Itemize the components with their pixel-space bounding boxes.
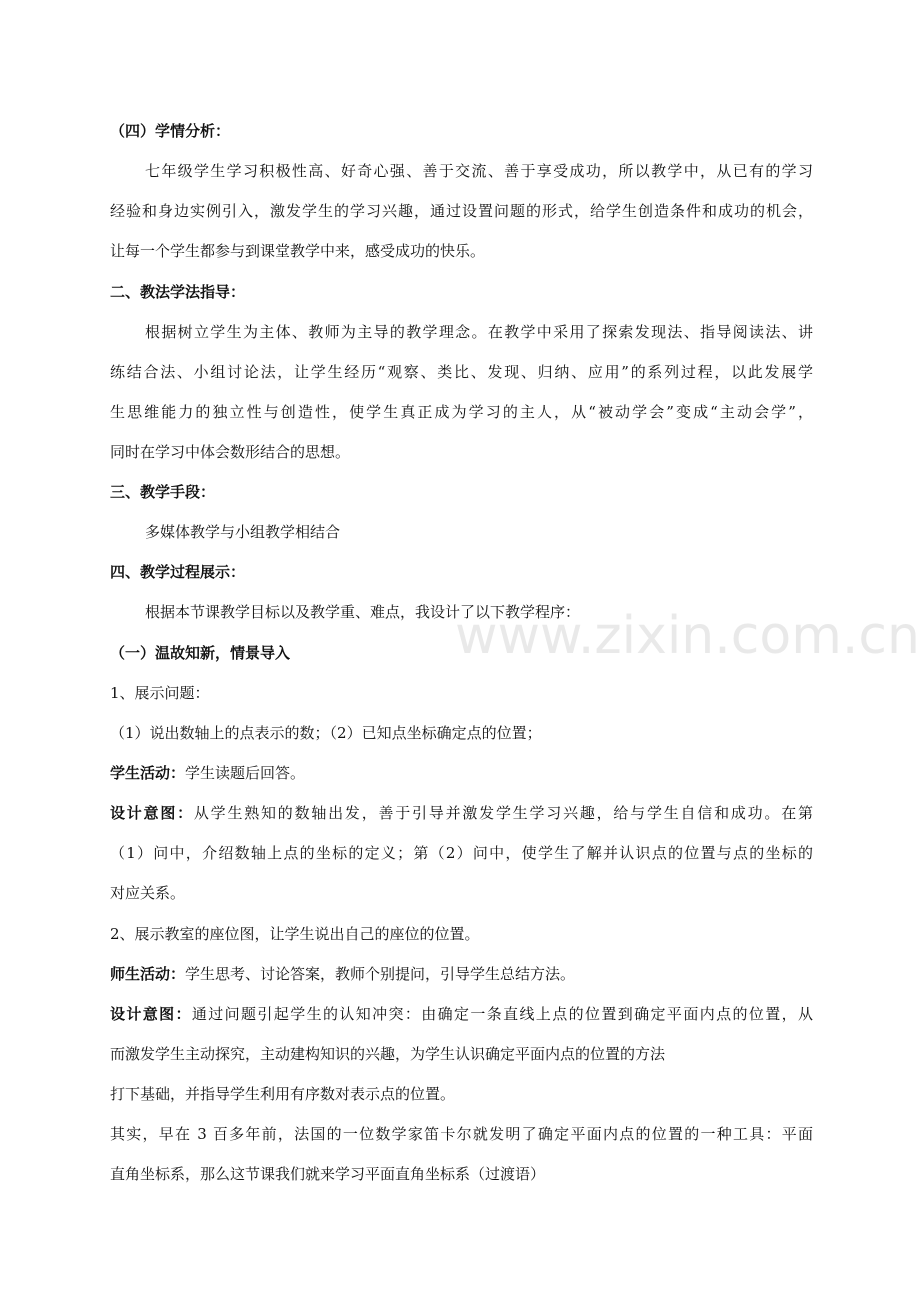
paragraph-line: 根据树立学生为主体、教师为主导的教学理念。在教学中采用了探索发现法、指导阅读法、讲 (145, 323, 813, 341)
activity-text: 学生读题后回答。 (185, 764, 306, 782)
activity-label: 师生活动： (110, 965, 186, 983)
subsection-heading: （一）温故知新，情景导入 (110, 644, 291, 662)
section-heading-methods: 二、教法学法指导： (110, 283, 246, 301)
activity-label: 学生活动： (110, 764, 186, 782)
paragraph-line: 打下基础，并指导学生利用有序数对表示点的位置。 (110, 1085, 456, 1103)
paragraph-line: 练结合法、小组讨论法，让学生经历“观察、类比、发现、归纳、应用”的系列过程，以此发展学 (110, 363, 813, 381)
activity-line (110, 963, 575, 985)
intent-label: 设计意图： (110, 1005, 192, 1023)
activity-line (110, 762, 305, 784)
list-item: （1）说出数轴上的点表示的数；（2）已知点坐标确定点的位置； (110, 724, 542, 742)
intent-text: 从学生熟知的数轴出发，善于引导并激发学生学习兴趣，给与学生自信和成功。在第 (193, 804, 813, 822)
intent-label: 设计意图： (110, 804, 194, 822)
section-heading-student-analysis: （四）学情分析： (110, 122, 231, 140)
paragraph-line: 七年级学生学习积极性高、好奇心强、善于交流、善于享受成功，所以教学中，从已有的学习 (145, 162, 813, 180)
intent-line (110, 1003, 813, 1025)
paragraph-line: 根据本节课教学目标以及教学重、难点，我设计了以下教学程序： (145, 603, 581, 621)
watermark: www.zixin.com.cn (455, 606, 920, 666)
paragraph-line: 让每一个学生都参与到课堂教学中来，感受成功的快乐。 (110, 242, 486, 260)
paragraph-line: 多媒体教学与小组教学相结合 (145, 523, 341, 541)
paragraph-line: 对应关系。 (110, 884, 186, 902)
intent-line (110, 802, 813, 824)
paragraph-line: 经验和身边实例引入，激发学生的学习兴趣，通过设置问题的形式，给学生创造条件和成功的机会， (110, 202, 813, 220)
paragraph-line: 同时在学习中体会数形结合的思想。 (110, 443, 351, 461)
paragraph-line: （1）问中，介绍数轴上点的坐标的定义；第（2）问中，使学生了解并认识点的位置与点的坐标的 (110, 844, 813, 862)
activity-text: 学生思考、讨论答案，教师个别提问，引导学生总结方法。 (185, 965, 576, 983)
paragraph-line: 直角坐标系，那么这节课我们就来学习平面直角坐标系（过渡语） (110, 1165, 546, 1183)
list-item: 1、展示问题： (110, 684, 210, 702)
paragraph-line: 生思维能力的独立性与创造性，使学生真正成为学习的主人，从“被动学会”变成“主动会学”， (110, 403, 813, 421)
intent-text: 通过问题引起学生的认知冲突：由确定一条直线上点的位置到确定平面内点的位置，从 (191, 1005, 813, 1023)
paragraph-line: 其实，早在 3 百多年前，法国的一位数学家笛卡尔就发明了确定平面内点的位置的一种工具：平面 (110, 1125, 813, 1143)
list-item: 2、展示教室的座位图，让学生说出自己的座位的位置。 (110, 925, 480, 943)
section-heading-means: 三、教学手段： (110, 483, 216, 501)
section-heading-process: 四、教学过程展示： (110, 563, 246, 581)
paragraph-line: 而激发学生主动探究，主动建构知识的兴趣，为学生认识确定平面内点的位置的方法 (110, 1045, 666, 1063)
